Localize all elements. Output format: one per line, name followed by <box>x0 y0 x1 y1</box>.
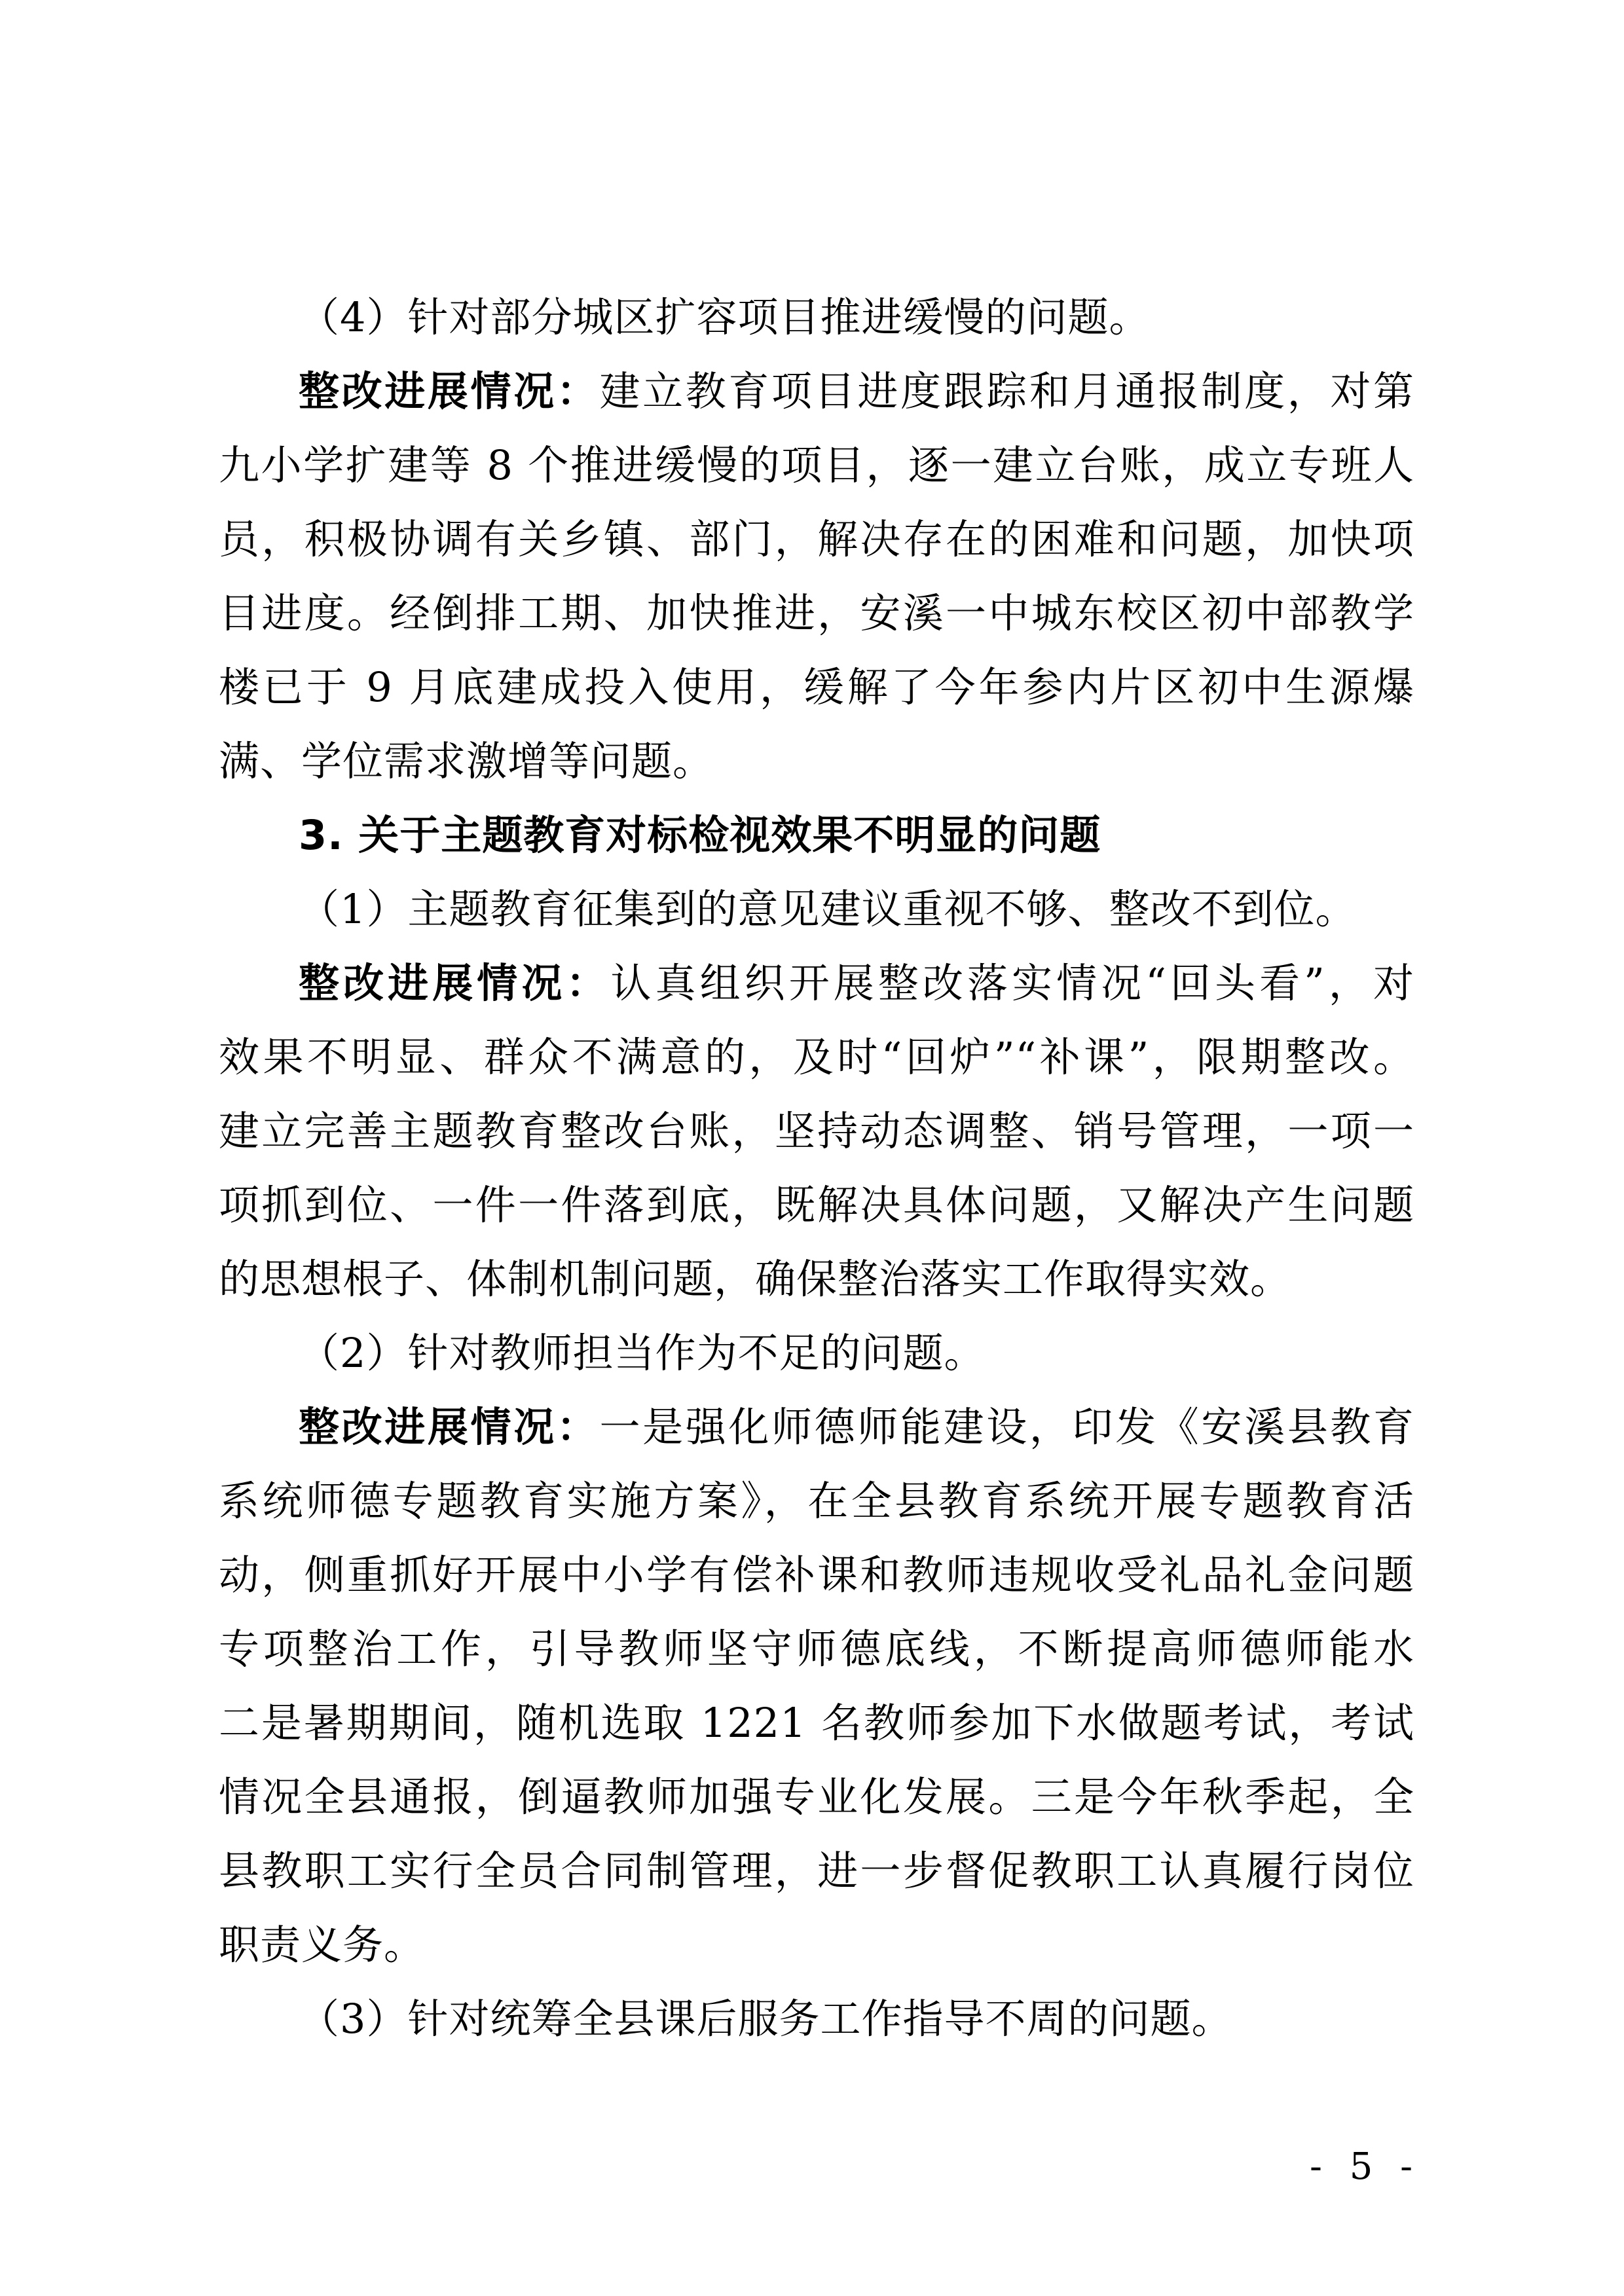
item-4-paragraph-line: 目进度。经倒排工期、加快推进，安溪一中城东校区初中部教学 <box>219 589 1414 637</box>
section-3-heading: 3. 关于主题教育对标检视效果不明显的问题 <box>299 811 1101 859</box>
item-3-2-paragraph-line: 动，侧重抓好开展中小学有偿补课和教师违规收受礼品礼金问题 <box>219 1551 1414 1599</box>
item-3-1-paragraph-line: 项抓到位、一件一件落到底，既解决具体问题，又解决产生问题 <box>219 1181 1414 1229</box>
item-3-2-paragraph-line: 情况全县通报，倒逼教师加强专业化发展。三是今年秋季起，全 <box>219 1773 1414 1821</box>
item-3-1-paragraph-line: 建立完善主题教育整改台账，坚持动态调整、销号管理，一项一 <box>219 1107 1414 1155</box>
item-3-2-paragraph-line <box>219 1390 1414 1464</box>
paragraph-text: 认真组织开展整改落实情况“回头看”，对 <box>610 959 1414 1007</box>
item-4-heading: （4）针对部分城区扩容项目推进缓慢的问题。 <box>299 293 1151 341</box>
item-3-2-paragraph-line: 职责义务。 <box>219 1921 426 1969</box>
progress-lead: 整改进展情况： <box>299 367 600 415</box>
item-3-2-paragraph-line: 系统师德专题教育实施方案》，在全县教育系统开展专题教育活 <box>219 1477 1414 1525</box>
item-3-1-paragraph-line: 的思想根子、体制机制问题，确保整治落实工作取得实效。 <box>219 1255 1292 1303</box>
paragraph-text: 建立教育项目进度跟踪和月通报制度，对第 <box>599 367 1414 415</box>
item-3-2-paragraph-line: 专项整治工作，引导教师坚守师德底线，不断提高师德师能水 <box>219 1625 1414 1673</box>
paragraph-text: 一是强化师德师能建设，印发《安溪县教育 <box>599 1403 1414 1451</box>
item-3-3-heading: （3）针对统筹全县课后服务工作指导不周的问题。 <box>299 1995 1233 2043</box>
document-body <box>219 280 1414 2056</box>
page-number: - 5 - <box>1310 2145 1421 2188</box>
item-4-paragraph-line: 满、学位需求激增等问题。 <box>219 737 714 785</box>
item-3-1-heading: （1）主题教育征集到的意见建议重视不够、整改不到位。 <box>299 885 1357 933</box>
progress-lead: 整改进展情况： <box>299 1403 600 1451</box>
item-4-paragraph-line: 楼已于 9 月底建成投入使用，缓解了今年参内片区初中生源爆 <box>219 663 1414 711</box>
item-3-1-paragraph-line: 效果不明显、群众不满意的，及时“回炉”“补课”，限期整改。 <box>219 1033 1414 1081</box>
progress-lead: 整改进展情况： <box>299 959 611 1007</box>
item-3-2-paragraph-line: 县教职工实行全员合同制管理，进一步督促教职工认真履行岗位 <box>219 1847 1414 1895</box>
item-3-2-paragraph-line: 二是暑期期间，随机选取 1221 名教师参加下水做题考试，考试 <box>219 1699 1414 1747</box>
item-3-2-heading: （2）针对教师担当作为不足的问题。 <box>299 1329 986 1377</box>
item-4-paragraph-line: 员，积极协调有关乡镇、部门，解决存在的困难和问题，加快项 <box>219 515 1414 563</box>
item-4-paragraph-line: 九小学扩建等 8 个推进缓慢的项目，逐一建立台账，成立专班人 <box>219 441 1414 489</box>
item-3-1-paragraph-line <box>219 946 1414 1020</box>
item-4-paragraph-line <box>219 354 1414 428</box>
